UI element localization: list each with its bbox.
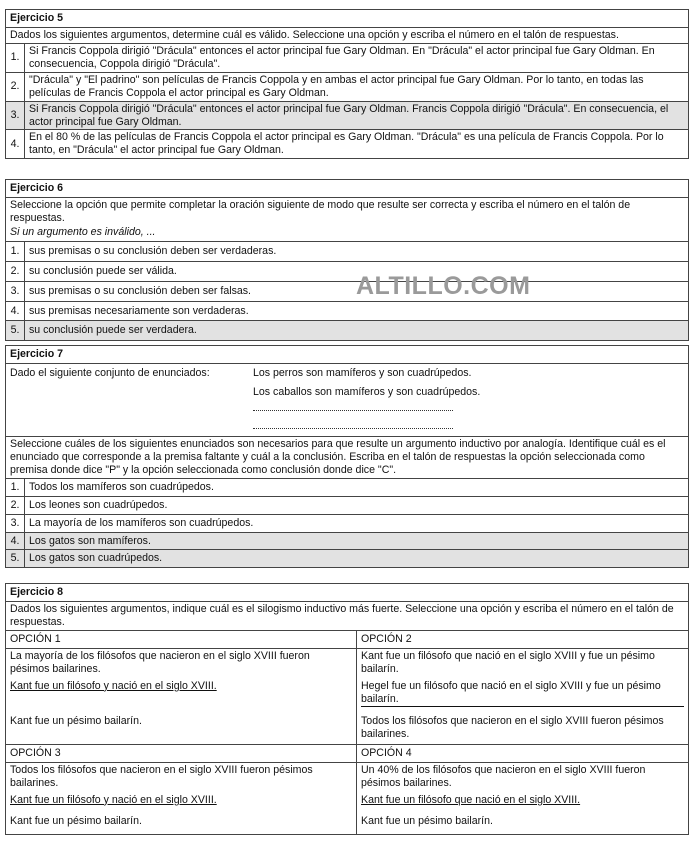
exercise-8-instruction: Dados los siguientes argumentos, indique cuál es el silogismo inductivo más fuerte. Seleccione una opción y escriba el número en el talón de respuestas. (6, 602, 688, 631)
exercise-5-option-4[interactable] (6, 130, 688, 158)
exercise-5-option-3[interactable] (6, 102, 688, 131)
option-text: Todos los mamíferos son cuadrúpedos. (29, 480, 214, 493)
premise-2: Los caballos son mamíferos y son cuadrúpedos. (253, 386, 481, 398)
premise-1: Los perros son mamíferos y son cuadrúpedos. (253, 367, 472, 379)
exercise-7-option-5[interactable] (6, 550, 688, 567)
option-text: Los leones son cuadrúpedos. (29, 498, 168, 511)
option-number: 1. (6, 242, 25, 261)
option-number: 3. (6, 102, 25, 130)
premise-text: Kant fue un filósofo que nació en el siglo XVIII. (361, 793, 581, 806)
option-text: sus premisas o su conclusión deben ser verdaderas. (29, 244, 277, 257)
option-text: su conclusión puede ser verdadera. (29, 324, 197, 337)
exercise-8-options-grid (6, 631, 688, 834)
option-4-premise-1: Un 40% de los filósofos que nacieron en el siglo XVIII fueron pésimos bailarines. (356, 763, 688, 793)
exercise-8 (5, 583, 689, 835)
option-number: 4. (6, 130, 25, 158)
option-1-premise-1: La mayoría de los filósofos que nacieron en el siglo XVIII fueron pésimos bailarines. (10, 649, 310, 675)
exercise-6-option-5[interactable] (6, 321, 688, 340)
option-1-premise-2 (6, 679, 356, 711)
option-3-premise-2 (6, 793, 356, 811)
option-number: 3. (6, 282, 25, 301)
exercise-6-option-4[interactable] (6, 302, 688, 322)
option-number: 2. (6, 73, 25, 101)
watermark: ALTILLO.COM (356, 272, 531, 300)
option-number: 2. (6, 262, 25, 281)
exercise-8-title: Ejercicio 8 (6, 584, 688, 602)
option-2-label[interactable]: OPCIÓN 2 (356, 631, 688, 649)
option-text: Los gatos son mamíferos. (29, 534, 151, 547)
blank-line-1 (253, 402, 453, 411)
option-3-premise-1: Todos los filósofos que nacieron en el siglo XVIII fueron pésimos bailarines. (10, 763, 313, 789)
option-number: 2. (6, 497, 25, 514)
option-number: 4. (6, 533, 25, 550)
option-4-conclusion: Kant fue un pésimo bailarín. (356, 811, 688, 834)
option-text: Los gatos son cuadrúpedos. (29, 552, 163, 565)
option-1-label[interactable]: OPCIÓN 1 (6, 631, 356, 649)
exercise-7-given-set (6, 364, 688, 437)
option-number: 5. (6, 550, 25, 567)
option-4-label[interactable]: OPCIÓN 4 (356, 745, 688, 763)
exercise-6-option-3[interactable] (6, 282, 688, 302)
sentence-prompt: Si un argumento es inválido, ... (10, 225, 156, 238)
exercise-5 (5, 9, 689, 159)
exercise-6 (5, 179, 689, 341)
exercise-5-option-1[interactable] (6, 44, 688, 73)
option-number: 1. (6, 44, 25, 72)
option-4-premise-2 (356, 793, 688, 811)
instruction-text: Seleccione la opción que permite completar la oración siguiente de modo que resulte ser correcta y escriba el número en el talón de respuestas. (10, 199, 631, 224)
exercise-5-title: Ejercicio 5 (6, 10, 688, 28)
option-number: 4. (6, 302, 25, 321)
option-text: sus premisas necesariamente son verdaderas. (29, 304, 249, 317)
exercise-7-option-4[interactable] (6, 533, 688, 551)
exercise-6-option-1[interactable] (6, 242, 688, 262)
exercise-7-option-2[interactable] (6, 497, 688, 515)
option-2-premise-2 (356, 679, 688, 711)
option-3-conclusion: Kant fue un pésimo bailarín. (10, 814, 142, 827)
option-text: En el 80 % de las películas de Francis Coppola el actor principal es Gary Oldman. "Drácula" es una película de Francis Coppola. Por lo tanto, en "Drácula" el actor principal fue Gary Oldman. (29, 131, 664, 157)
exercise-6-title: Ejercicio 6 (6, 180, 688, 198)
option-3-label[interactable]: OPCIÓN 3 (6, 745, 356, 763)
premise-text: Hegel fue un filósofo que nació en el siglo XVIII y fue un pésimo bailarín. (361, 680, 684, 707)
given-label: Dado el siguiente conjunto de enunciados: (10, 367, 210, 379)
option-number: 3. (6, 515, 25, 532)
exercise-6-instruction (6, 198, 688, 242)
option-text: "Drácula" y "El padrino" son películas de Francis Coppola y en ambas el actor principal fue Gary Oldman. Por lo tanto, en todas las películas de Francis Coppola el actor principal es Gary Oldman. (29, 73, 644, 99)
exercise-7-title: Ejercicio 7 (6, 346, 688, 364)
option-number: 1. (6, 479, 25, 496)
blank-line-2 (253, 420, 453, 429)
option-text: sus premisas o su conclusión deben ser falsas. (29, 284, 251, 297)
exercise-7-option-3[interactable] (6, 515, 688, 533)
exercise-5-instruction: Dados los siguientes argumentos, determine cuál es válido. Seleccione una opción y escriba el número en el talón de respuestas. (6, 28, 688, 44)
exercise-7 (5, 345, 689, 568)
premise-text: Kant fue un filósofo y nació en el siglo XVIII. (10, 679, 217, 692)
premise-text: Kant fue un filósofo y nació en el siglo XVIII. (10, 793, 217, 806)
option-text: Si Francis Coppola dirigió "Drácula" entonces el actor principal fue Gary Oldman. En "Drácula" el actor principal fue Gary Oldman. En consecuencia, Coppola dirigió "Drácula". (29, 44, 655, 70)
option-2-premise-1: Kant fue un filósofo que nació en el siglo XVIII y fue un pésimo bailarín. (356, 649, 688, 679)
exercise-6-option-2[interactable] (6, 262, 688, 282)
exercise-7-option-1[interactable] (6, 479, 688, 497)
option-number: 5. (6, 321, 25, 340)
option-2-conclusion: Todos los filósofos que nacieron en el siglo XVIII fueron pésimos bailarines. (356, 711, 688, 745)
option-text: La mayoría de los mamíferos son cuadrúpedos. (29, 516, 254, 529)
option-text: su conclusión puede ser válida. (29, 264, 177, 277)
exercise-5-option-2[interactable] (6, 73, 688, 102)
option-1-conclusion: Kant fue un pésimo bailarín. (6, 711, 356, 745)
exercise-7-instruction: Seleccione cuáles de los siguientes enunciados son necesarios para que resulte un argumento inductivo por analogía. Identifique cuál es el enunciado que corresponde a la premisa faltante y cuál a la conclusión. Escriba en el talón de respuestas la opción seleccionada como premisa donde dice "P" y la opción seleccionada como conclusión donde dice "C". (6, 437, 688, 479)
option-text: Si Francis Coppola dirigió "Drácula" entonces el actor principal fue Gary Oldman. Francis Coppola dirigió "Drácula". En consecuencia, el actor principal fue Gary Oldman. (29, 102, 669, 128)
